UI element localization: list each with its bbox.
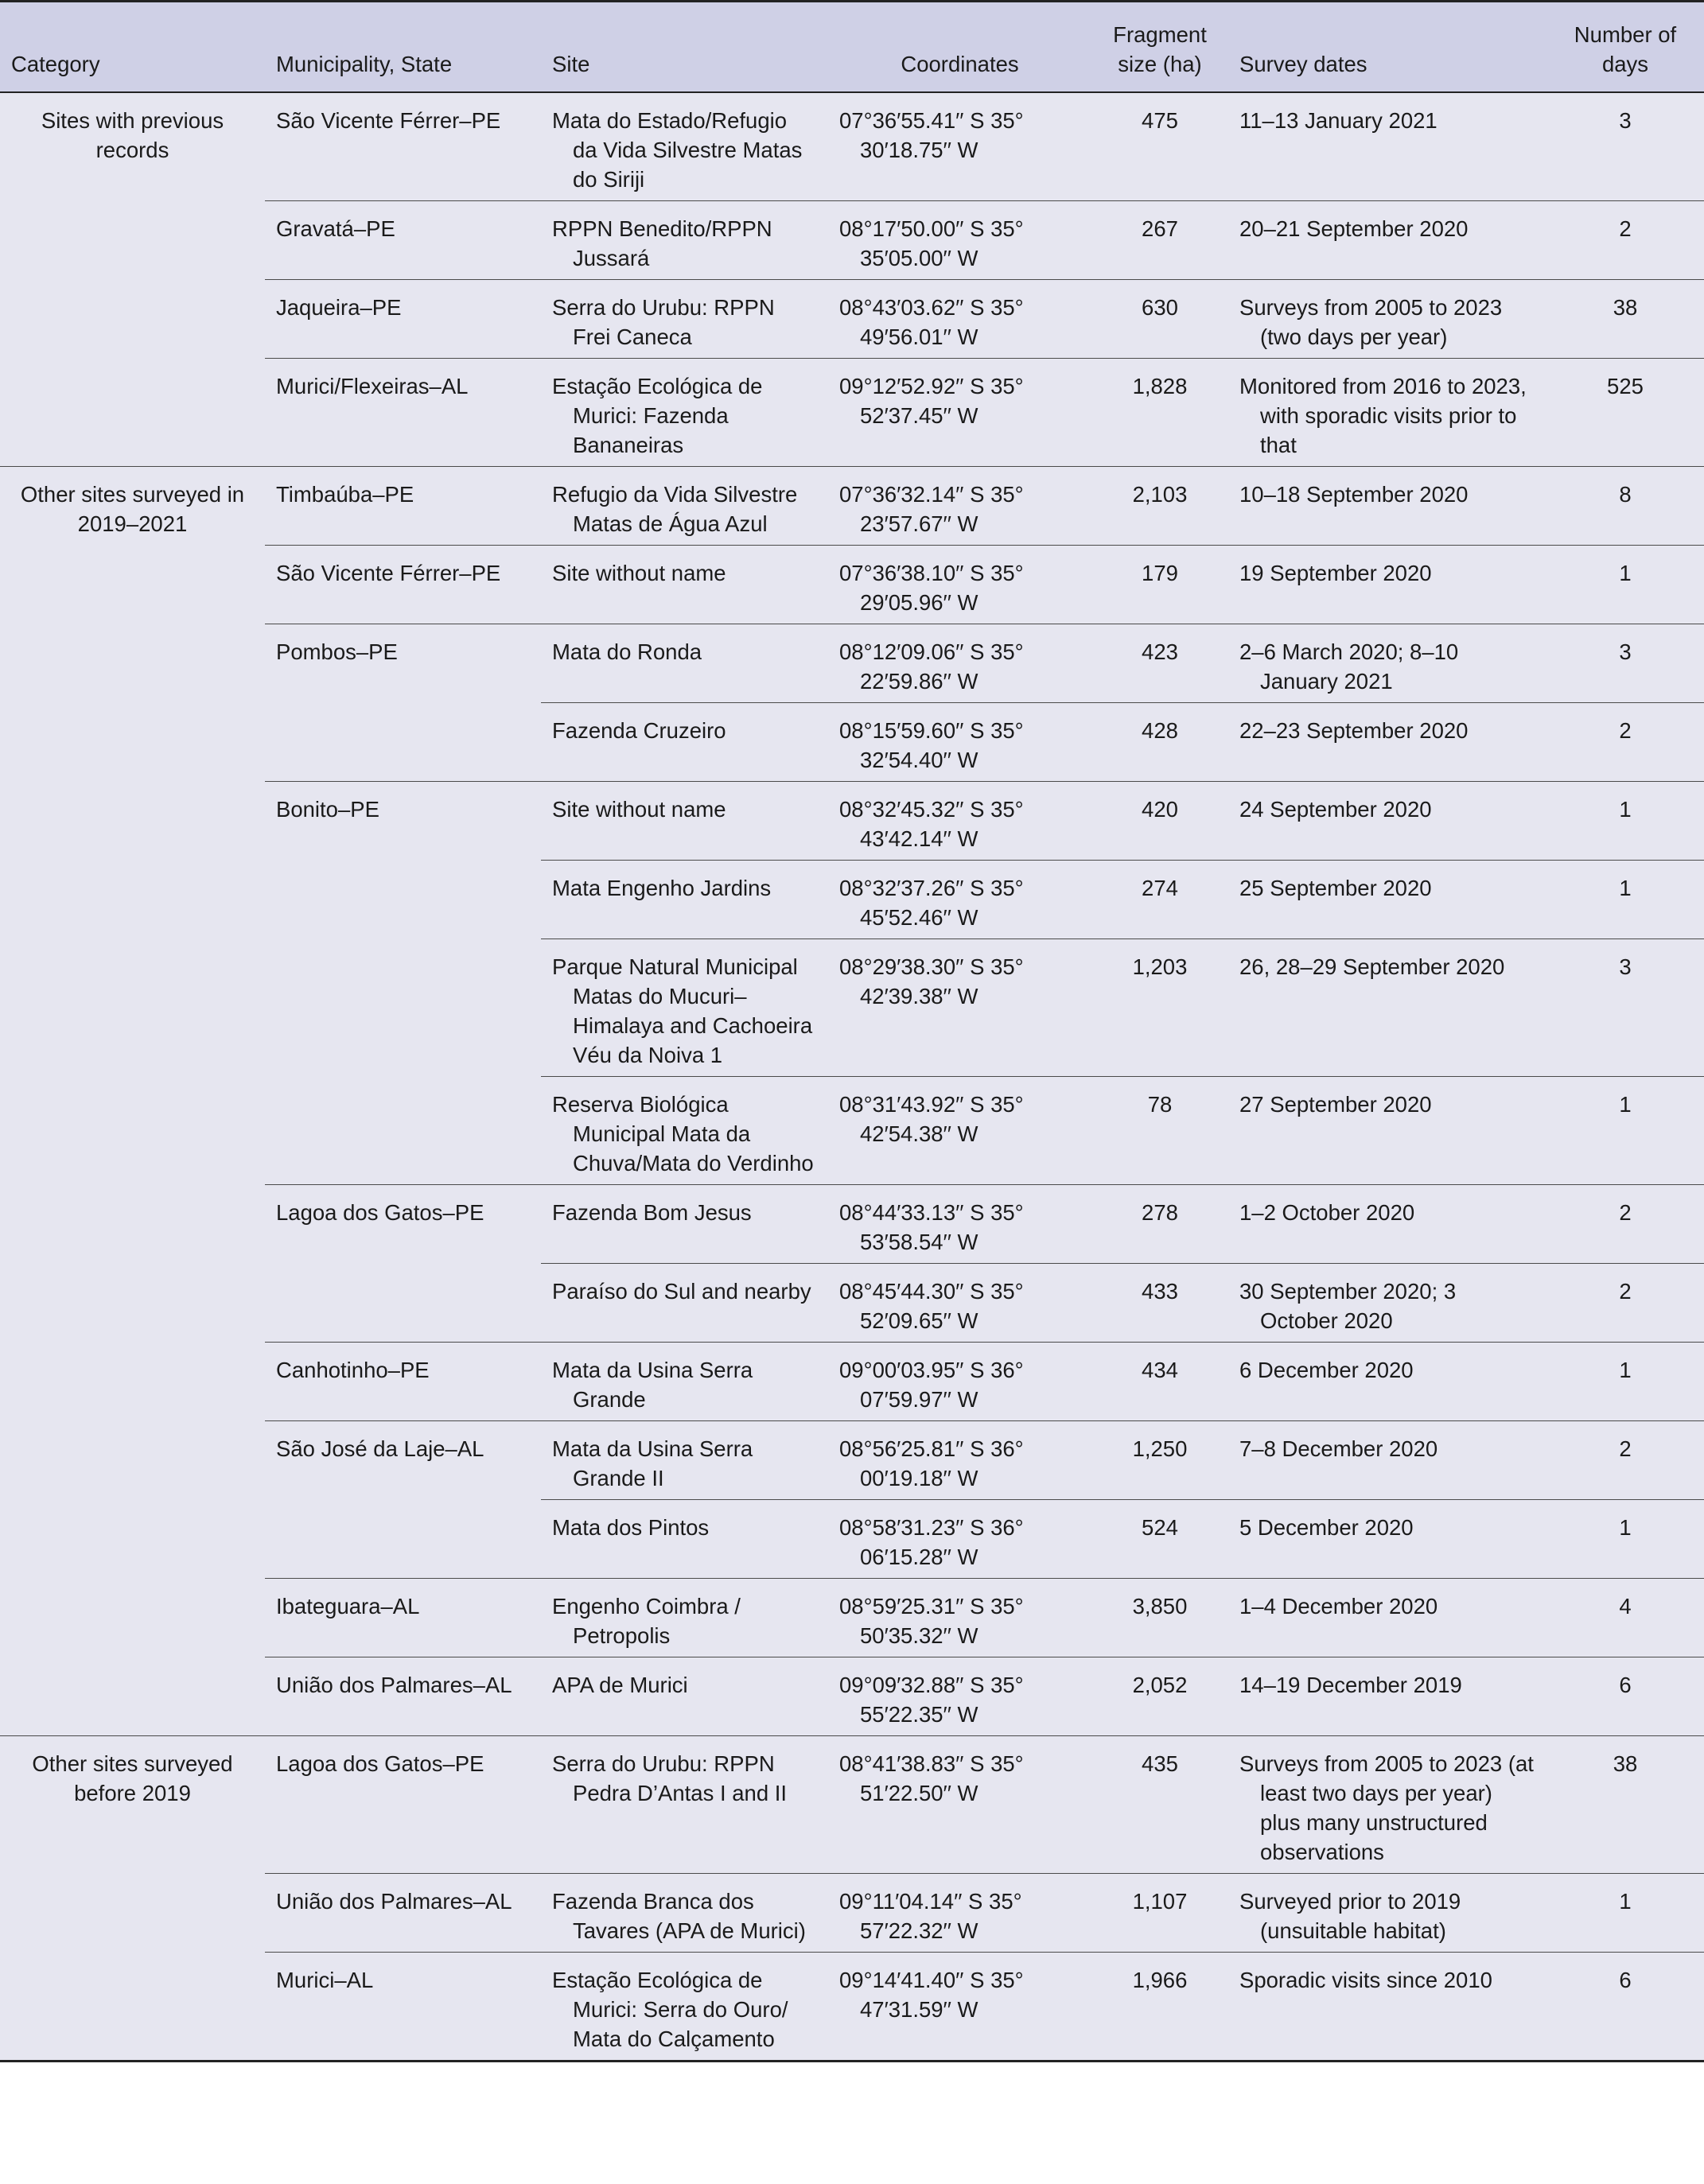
- cell-category: [0, 1077, 265, 1185]
- cell-number-of-days: 2: [1546, 201, 1704, 280]
- cell-municipality: Murici–AL: [265, 1953, 541, 2062]
- table-header: [0, 2, 1704, 93]
- cell-fragment-size: 420: [1091, 782, 1228, 861]
- cell-coordinates: 08°17′50.00′′ S 35° 35′05.00′′ W: [828, 201, 1091, 280]
- cell-municipality: [265, 1264, 541, 1343]
- cell-fragment-size: 524: [1091, 1500, 1228, 1579]
- cell-survey-dates: Monitored from 2016 to 2023, with sporadic visits prior to that: [1228, 359, 1546, 467]
- cell-number-of-days: 1: [1546, 782, 1704, 861]
- cell-site: Mata da Usina Serra Grande II: [541, 1421, 828, 1500]
- table-row: [0, 1953, 1704, 2062]
- cell-fragment-size: 433: [1091, 1264, 1228, 1343]
- cell-number-of-days: 1: [1546, 1343, 1704, 1421]
- cell-fragment-size: 267: [1091, 201, 1228, 280]
- cell-number-of-days: 38: [1546, 280, 1704, 359]
- cell-coordinates: 08°29′38.30′′ S 35° 42′39.38′′ W: [828, 939, 1091, 1077]
- cell-category: [0, 939, 265, 1077]
- cell-category: [0, 703, 265, 782]
- cell-fragment-size: 428: [1091, 703, 1228, 782]
- cell-fragment-size: 3,850: [1091, 1579, 1228, 1657]
- cell-fragment-size: 435: [1091, 1736, 1228, 1874]
- cell-category: Other sites surveyed in 2019–2021: [20, 482, 245, 536]
- cell-municipality: Ibateguara–AL: [265, 1579, 541, 1657]
- cell-site: Mata da Usina Serra Grande: [541, 1343, 828, 1421]
- cell-category: [0, 201, 265, 280]
- table-row: [0, 92, 1704, 201]
- table-row: [0, 1657, 1704, 1736]
- cell-number-of-days: 6: [1546, 1657, 1704, 1736]
- cell-coordinates: 09°11′04.14′′ S 35° 57′22.32′′ W: [828, 1874, 1091, 1953]
- cell-coordinates: 08°12′09.06′′ S 35° 22′59.86′′ W: [828, 624, 1091, 703]
- cell-site: Serra do Urubu: RPPN Frei Caneca: [541, 280, 828, 359]
- cell-category: [0, 861, 265, 939]
- cell-municipality: Timbaúba–PE: [265, 467, 541, 546]
- cell-category: Sites with previous records: [41, 108, 224, 162]
- cell-fragment-size: 2,052: [1091, 1657, 1228, 1736]
- cell-survey-dates: 24 September 2020: [1228, 782, 1546, 861]
- cell-coordinates: 08°31′43.92′′ S 35° 42′54.38′′ W: [828, 1077, 1091, 1185]
- cell-category: [0, 624, 265, 703]
- cell-survey-dates: 20–21 September 2020: [1228, 201, 1546, 280]
- cell-fragment-size: 1,828: [1091, 359, 1228, 467]
- cell-number-of-days: 2: [1546, 703, 1704, 782]
- cell-municipality: Gravatá–PE: [265, 201, 541, 280]
- cell-fragment-size: 434: [1091, 1343, 1228, 1421]
- cell-survey-dates: 27 September 2020: [1228, 1077, 1546, 1185]
- cell-coordinates: 08°32′45.32′′ S 35° 43′42.14′′ W: [828, 782, 1091, 861]
- table-row: [0, 1343, 1704, 1421]
- table-row: [0, 201, 1704, 280]
- cell-fragment-size: 274: [1091, 861, 1228, 939]
- cell-category: [0, 1657, 265, 1736]
- cell-number-of-days: 2: [1546, 1185, 1704, 1264]
- cell-survey-dates: Sporadic visits since 2010: [1228, 1953, 1546, 2062]
- header-coordinates: Coordinates: [828, 2, 1091, 93]
- cell-site: Mata dos Pintos: [541, 1500, 828, 1579]
- cell-site: Parque Natural Municipal Matas do Mucuri–Himalaya and Cachoeira Véu da Noiva 1: [541, 939, 828, 1077]
- cell-number-of-days: 38: [1546, 1736, 1704, 1874]
- cell-municipality: [265, 861, 541, 939]
- table-row: [0, 782, 1704, 861]
- cell-number-of-days: 1: [1546, 861, 1704, 939]
- header-category: Category: [0, 2, 265, 93]
- cell-fragment-size: 78: [1091, 1077, 1228, 1185]
- cell-number-of-days: 3: [1546, 939, 1704, 1077]
- cell-category: [0, 280, 265, 359]
- cell-category: [0, 1579, 265, 1657]
- table-row: [0, 1421, 1704, 1500]
- cell-number-of-days: 1: [1546, 1874, 1704, 1953]
- cell-coordinates: 07°36′55.41′′ S 35° 30′18.75′′ W: [828, 92, 1091, 201]
- cell-municipality: Murici/Flexeiras–AL: [265, 359, 541, 467]
- cell-municipality: União dos Palmares–AL: [265, 1874, 541, 1953]
- cell-coordinates: 09°09′32.88′′ S 35° 55′22.35′′ W: [828, 1657, 1091, 1736]
- cell-number-of-days: 3: [1546, 92, 1704, 201]
- cell-category: Other sites surveyed before 2019: [32, 1751, 233, 1805]
- cell-municipality: São José da Laje–AL: [276, 1436, 484, 1461]
- cell-survey-dates: Surveys from 2005 to 2023 (at least two days per year) plus many unstructured observations: [1228, 1736, 1546, 1874]
- cell-site: Reserva Biológica Municipal Mata da Chuva/Mata do Verdinho: [541, 1077, 828, 1185]
- cell-survey-dates: 7–8 December 2020: [1228, 1421, 1546, 1500]
- table-row: [0, 359, 1704, 467]
- cell-site: RPPN Benedito/RPPN Jussará: [541, 201, 828, 280]
- table-row: [0, 1736, 1704, 1874]
- cell-fragment-size: 2,103: [1091, 467, 1228, 546]
- cell-number-of-days: 525: [1546, 359, 1704, 467]
- cell-number-of-days: 6: [1546, 1953, 1704, 2062]
- cell-survey-dates: 22–23 September 2020: [1228, 703, 1546, 782]
- cell-municipality: Lagoa dos Gatos–PE: [276, 1200, 484, 1225]
- table-row: [0, 280, 1704, 359]
- cell-site: Engenho Coimbra / Petropolis: [541, 1579, 828, 1657]
- cell-coordinates: 08°15′59.60′′ S 35° 32′54.40′′ W: [828, 703, 1091, 782]
- cell-category: [0, 1500, 265, 1579]
- cell-municipality: Bonito–PE: [276, 797, 379, 822]
- cell-site: Estação Ecológica de Murici: Serra do Ouro/ Mata do Calçamento: [541, 1953, 828, 2062]
- cell-category: [0, 782, 265, 861]
- cell-municipality: São Vicente Férrer–PE: [265, 92, 541, 201]
- cell-fragment-size: 1,250: [1091, 1421, 1228, 1500]
- cell-coordinates: 08°41′38.83′′ S 35° 51′22.50′′ W: [828, 1736, 1091, 1874]
- cell-survey-dates: 26, 28–29 September 2020: [1228, 939, 1546, 1077]
- cell-category: [0, 546, 265, 624]
- cell-fragment-size: 1,966: [1091, 1953, 1228, 2062]
- cell-survey-dates: 1–4 December 2020: [1228, 1579, 1546, 1657]
- table-row: [0, 1579, 1704, 1657]
- cell-municipality: Pombos–PE: [276, 639, 398, 664]
- cell-fragment-size: 1,107: [1091, 1874, 1228, 1953]
- table-row: [0, 939, 1704, 1077]
- cell-municipality: [265, 1077, 541, 1185]
- cell-survey-dates: 11–13 January 2021: [1228, 92, 1546, 201]
- cell-municipality: [265, 703, 541, 782]
- cell-survey-dates: 30 September 2020; 3 October 2020: [1228, 1264, 1546, 1343]
- header-row: [0, 2, 1704, 93]
- cell-number-of-days: 1: [1546, 546, 1704, 624]
- cell-survey-dates: 19 September 2020: [1228, 546, 1546, 624]
- cell-coordinates: 08°43′03.62′′ S 35° 49′56.01′′ W: [828, 280, 1091, 359]
- table-body: [0, 92, 1704, 2062]
- cell-number-of-days: 2: [1546, 1264, 1704, 1343]
- cell-municipality: [265, 939, 541, 1077]
- cell-coordinates: 07°36′32.14′′ S 35° 23′57.67′′ W: [828, 467, 1091, 546]
- header-survey-dates: Survey dates: [1228, 2, 1546, 93]
- cell-category: [0, 1421, 265, 1500]
- cell-coordinates: 08°59′25.31′′ S 35° 50′35.32′′ W: [828, 1579, 1091, 1657]
- cell-category: [0, 359, 265, 467]
- table-row: [0, 1077, 1704, 1185]
- table-row: [0, 1185, 1704, 1264]
- cell-coordinates: 08°44′33.13′′ S 35° 53′58.54′′ W: [828, 1185, 1091, 1264]
- cell-site: Serra do Urubu: RPPN Pedra D’Antas I and II: [541, 1736, 828, 1874]
- table-row: [0, 861, 1704, 939]
- cell-number-of-days: 4: [1546, 1579, 1704, 1657]
- cell-survey-dates: 2–6 March 2020; 8–10 January 2021: [1228, 624, 1546, 703]
- cell-number-of-days: 3: [1546, 624, 1704, 703]
- cell-coordinates: 09°00′03.95′′ S 36° 07′59.97′′ W: [828, 1343, 1091, 1421]
- cell-site: Paraíso do Sul and nearby: [541, 1264, 828, 1343]
- cell-site: Site without name: [541, 782, 828, 861]
- cell-municipality: Canhotinho–PE: [265, 1343, 541, 1421]
- cell-fragment-size: 423: [1091, 624, 1228, 703]
- cell-site: Mata do Ronda: [541, 624, 828, 703]
- cell-coordinates: 09°12′52.92′′ S 35° 52′37.45′′ W: [828, 359, 1091, 467]
- header-municipality: Municipality, State: [265, 2, 541, 93]
- table-row: [0, 1264, 1704, 1343]
- cell-coordinates: 08°58′31.23′′ S 36° 06′15.28′′ W: [828, 1500, 1091, 1579]
- cell-municipality: Lagoa dos Gatos–PE: [265, 1736, 541, 1874]
- cell-survey-dates: Surveyed prior to 2019 (unsuitable habitat): [1228, 1874, 1546, 1953]
- cell-survey-dates: 5 December 2020: [1228, 1500, 1546, 1579]
- cell-municipality: Jaqueira–PE: [265, 280, 541, 359]
- table-row: [0, 1874, 1704, 1953]
- cell-category: [0, 1185, 265, 1264]
- table-row: [0, 467, 1704, 546]
- cell-survey-dates: 14–19 December 2019: [1228, 1657, 1546, 1736]
- cell-category: [0, 1874, 265, 1953]
- cell-site: Fazenda Branca dos Tavares (APA de Murici): [541, 1874, 828, 1953]
- cell-site: Mata do Estado/Refugio da Vida Silvestre Matas do Siriji: [541, 92, 828, 201]
- cell-survey-dates: 6 December 2020: [1228, 1343, 1546, 1421]
- cell-category: [0, 1264, 265, 1343]
- header-fragment-size: Fragment size (ha): [1091, 2, 1228, 93]
- cell-fragment-size: 179: [1091, 546, 1228, 624]
- cell-survey-dates: 25 September 2020: [1228, 861, 1546, 939]
- table-row: [0, 624, 1704, 703]
- cell-site: Fazenda Cruzeiro: [541, 703, 828, 782]
- cell-municipality: União dos Palmares–AL: [265, 1657, 541, 1736]
- cell-fragment-size: 630: [1091, 280, 1228, 359]
- cell-fragment-size: 475: [1091, 92, 1228, 201]
- cell-coordinates: 07°36′38.10′′ S 35° 29′05.96′′ W: [828, 546, 1091, 624]
- cell-coordinates: 08°32′37.26′′ S 35° 45′52.46′′ W: [828, 861, 1091, 939]
- table-row: [0, 703, 1704, 782]
- cell-municipality: [265, 1500, 541, 1579]
- cell-survey-dates: Surveys from 2005 to 2023 (two days per year): [1228, 280, 1546, 359]
- cell-coordinates: 08°56′25.81′′ S 36° 00′19.18′′ W: [828, 1421, 1091, 1500]
- cell-number-of-days: 1: [1546, 1500, 1704, 1579]
- cell-site: Fazenda Bom Jesus: [541, 1185, 828, 1264]
- table-row: [0, 546, 1704, 624]
- cell-coordinates: 08°45′44.30′′ S 35° 52′09.65′′ W: [828, 1264, 1091, 1343]
- header-site: Site: [541, 2, 828, 93]
- cell-coordinates: 09°14′41.40′′ S 35° 47′31.59′′ W: [828, 1953, 1091, 2062]
- cell-site: Estação Ecológica de Murici: Fazenda Bananeiras: [541, 359, 828, 467]
- cell-site: Mata Engenho Jardins: [541, 861, 828, 939]
- cell-fragment-size: 278: [1091, 1185, 1228, 1264]
- cell-number-of-days: 8: [1546, 467, 1704, 546]
- cell-survey-dates: 10–18 September 2020: [1228, 467, 1546, 546]
- cell-number-of-days: 2: [1546, 1421, 1704, 1500]
- header-number-of-days: Number of days: [1546, 2, 1704, 93]
- cell-number-of-days: 1: [1546, 1077, 1704, 1185]
- cell-site: Refugio da Vida Silvestre Matas de Água Azul: [541, 467, 828, 546]
- cell-category: [0, 1343, 265, 1421]
- table-row: [0, 1500, 1704, 1579]
- cell-survey-dates: 1–2 October 2020: [1228, 1185, 1546, 1264]
- cell-fragment-size: 1,203: [1091, 939, 1228, 1077]
- cell-site: Site without name: [541, 546, 828, 624]
- cell-site: APA de Murici: [541, 1657, 828, 1736]
- cell-category: [0, 1953, 265, 2062]
- cell-municipality: São Vicente Férrer–PE: [265, 546, 541, 624]
